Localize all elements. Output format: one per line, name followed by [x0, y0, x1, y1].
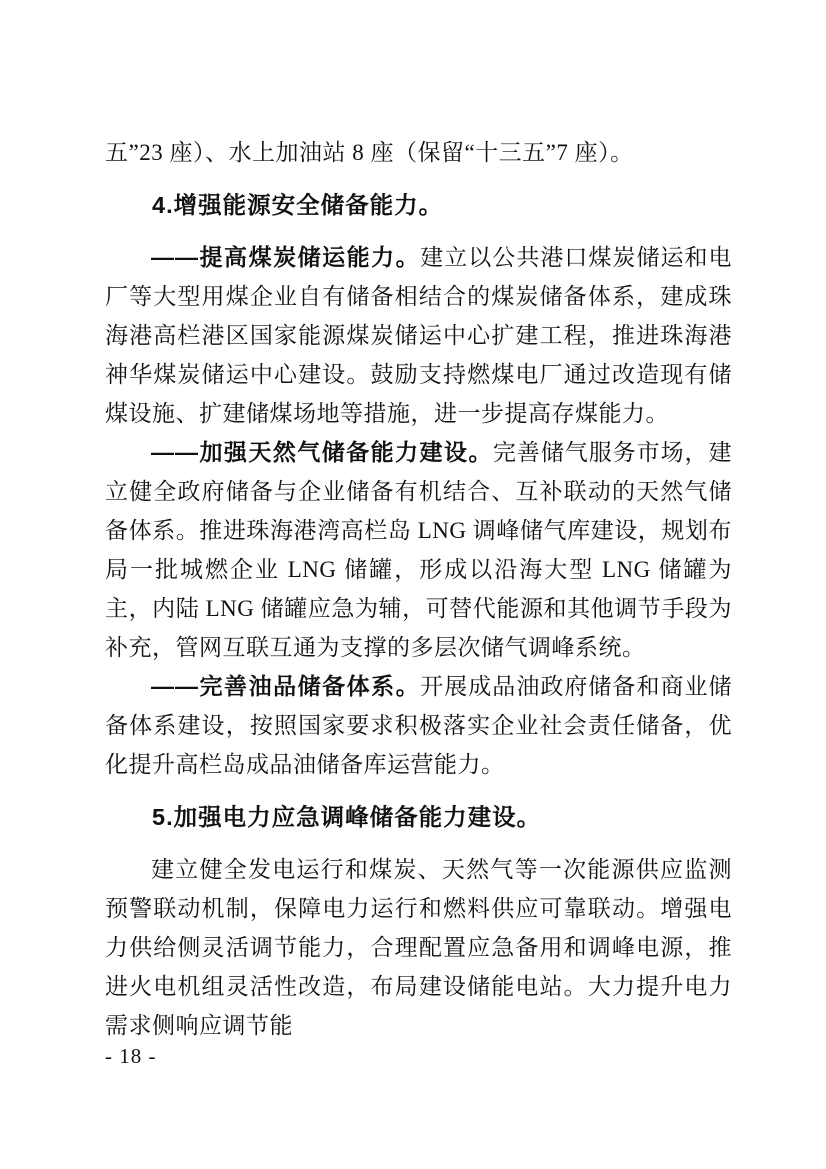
paragraph-coal-storage-text: 建立以公共港口煤炭储运和电厂等大型用煤企业自有储备相结合的煤炭储备体系，建成珠海港高栏港区国家能源煤炭储运中心扩建工程，推进珠海港神华煤炭储运中心建设。鼓励支持燃煤电厂通过改造现有储煤设施、扩建储煤场地等措施，进一步提高存煤能力。: [105, 245, 733, 426]
paragraph-oil-reserve-text: 开展成品油政府储备和商业储备体系建设，按照国家要求积极落实企业社会责任储备，优化提升高栏岛成品油储备库运营能力。: [105, 674, 733, 777]
paragraph-oil-reserve-lead: ——完善油品储备体系。: [151, 673, 421, 699]
section-heading-5: 5.加强电力应急调峰储备能力建设。: [152, 804, 542, 830]
paragraph-power-peak-regulation: 建立健全发电运行和煤炭、天然气等一次能源供应监测预警联动机制，保障电力运行和燃料供应可靠联动。增强电力供给侧灵活调节能力，合理配置应急备用和调峰电源，推进火电机组灵活性改造，布局建设储能电站。大力提升电力需求侧响应调节能: [105, 857, 732, 1038]
paragraph-gas-storage-text: 完善储气服务市场，建立健全政府储备与企业储备有机结合、互补联动的天然气储备体系。推进珠海港湾高栏岛 LNG 调峰储气库建设，规划布局一批城燃企业 LNG 储罐，形成以沿海大型 LNG 储罐为主，内陆 LNG 储罐应急为辅，可替代能源和其他调节手段为补充，管网互联互通为支撑的多层次储气调峰系统。: [105, 440, 733, 660]
continuation-paragraph: 五”23 座）、水上加油站 8 座（保留“十三五”7 座）。: [105, 140, 634, 165]
paragraph-oil-reserve: [105, 667, 732, 784]
paragraph-gas-storage-lead: ——加强天然气储备能力建设。: [151, 439, 493, 465]
page-number: - 18 -: [105, 1044, 157, 1068]
paragraph-coal-storage-lead: ——提高煤炭储运能力。: [151, 244, 421, 270]
paragraph-coal-storage: [105, 238, 732, 433]
document-body: [105, 133, 732, 1045]
section-heading-4: 4.增强能源安全储备能力。: [152, 192, 444, 218]
paragraph-gas-storage: [105, 433, 732, 667]
